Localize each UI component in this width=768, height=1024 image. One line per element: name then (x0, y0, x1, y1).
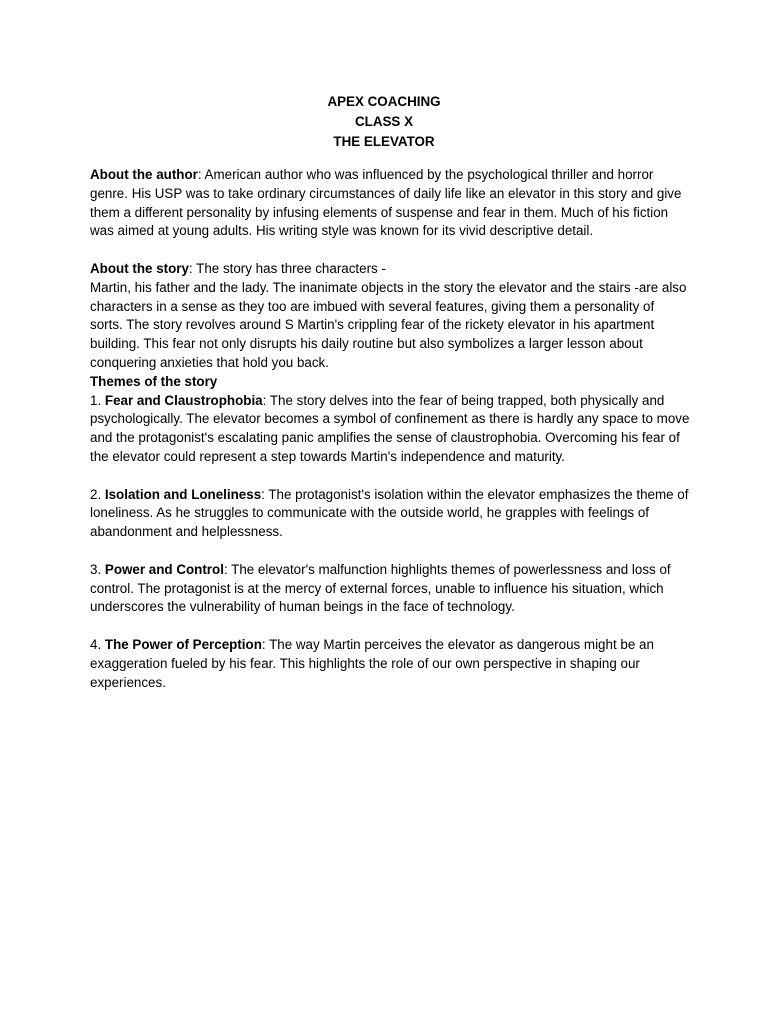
spacer (90, 467, 690, 486)
spacer (90, 241, 690, 260)
theme-text: : The elevator's malfunction highlights themes of powerlessness and loss of control. The protagonist is at the mercy of external forces, unable to influence his situation, which underscores the vulnerability of human beings in the face of technology. (90, 561, 671, 615)
spacer (90, 617, 690, 636)
theme-title: Isolation and Loneliness (104, 486, 262, 502)
spacer (90, 542, 690, 561)
theme-text: : The story delves into the fear of being trapped, both physically and psychologically. The elevator becomes a symbol of confinement as there is hardly any space to move and the protagonist's escalating panic amplifies the sense of claustrophobia. Overcoming his fear of the elevator could represent a step towards Martin's independence and maturity. (90, 392, 690, 464)
theme-title: Fear and Claustrophobia (104, 392, 263, 408)
about-author-text: : American author who was influenced by the psychological thriller and horror genre. His USP was to take ordinary circumstances of daily life like an elevator in this story and give them a different personality by infusing elements of suspense and fear in them. Much of his fiction was aimed at young adults. His writing style was known for its vivid descriptive detail. (90, 167, 682, 239)
about-author-paragraph (90, 166, 690, 241)
document-header (0, 92, 768, 152)
theme-item (90, 486, 690, 542)
theme-item (90, 636, 690, 692)
theme-title: The Power of Perception (104, 636, 262, 652)
theme-number: 1. (90, 392, 105, 408)
header-class: CLASS X (354, 114, 414, 129)
theme-title: Power and Control (104, 561, 224, 577)
header-title: THE ELEVATOR (333, 134, 435, 149)
about-story-paragraph (90, 260, 690, 279)
theme-text: : The protagonist's isolation within the elevator emphasizes the theme of loneliness. As he struggles to communicate with the outside world, he grapples with feelings of abandonment and helplessness. (90, 486, 689, 540)
about-author-label: About the author (90, 167, 198, 182)
theme-number: 3. (90, 561, 105, 577)
theme-item (90, 392, 690, 467)
header-institute: APEX COACHING (327, 94, 441, 109)
theme-text: : The way Martin perceives the elevator as dangerous might be an exaggeration fueled by his fear. This highlights the role of our own perspective in shaping our experiences. (90, 636, 654, 690)
about-story-intro: : The story has three characters - (188, 260, 386, 276)
about-story-label: About the story (90, 260, 189, 276)
theme-number: 2. (90, 486, 105, 502)
themes-heading-text: Themes of the story (90, 373, 218, 389)
themes-heading (90, 373, 690, 392)
document-body (90, 166, 690, 692)
theme-number: 4. (90, 636, 105, 652)
theme-item (90, 561, 690, 617)
about-story-detail: Martin, his father and the lady. The inanimate objects in the story the elevator and the stairs -are also characters in a sense as they too are imbued with several features, giving them a personality of sorts. The story revolves around S Martin's crippling fear of the rickety elevator in his apartment building. This fear not only disrupts his daily routine but also symbolizes a larger lesson about conquering anxieties that hold you back. (90, 279, 687, 370)
